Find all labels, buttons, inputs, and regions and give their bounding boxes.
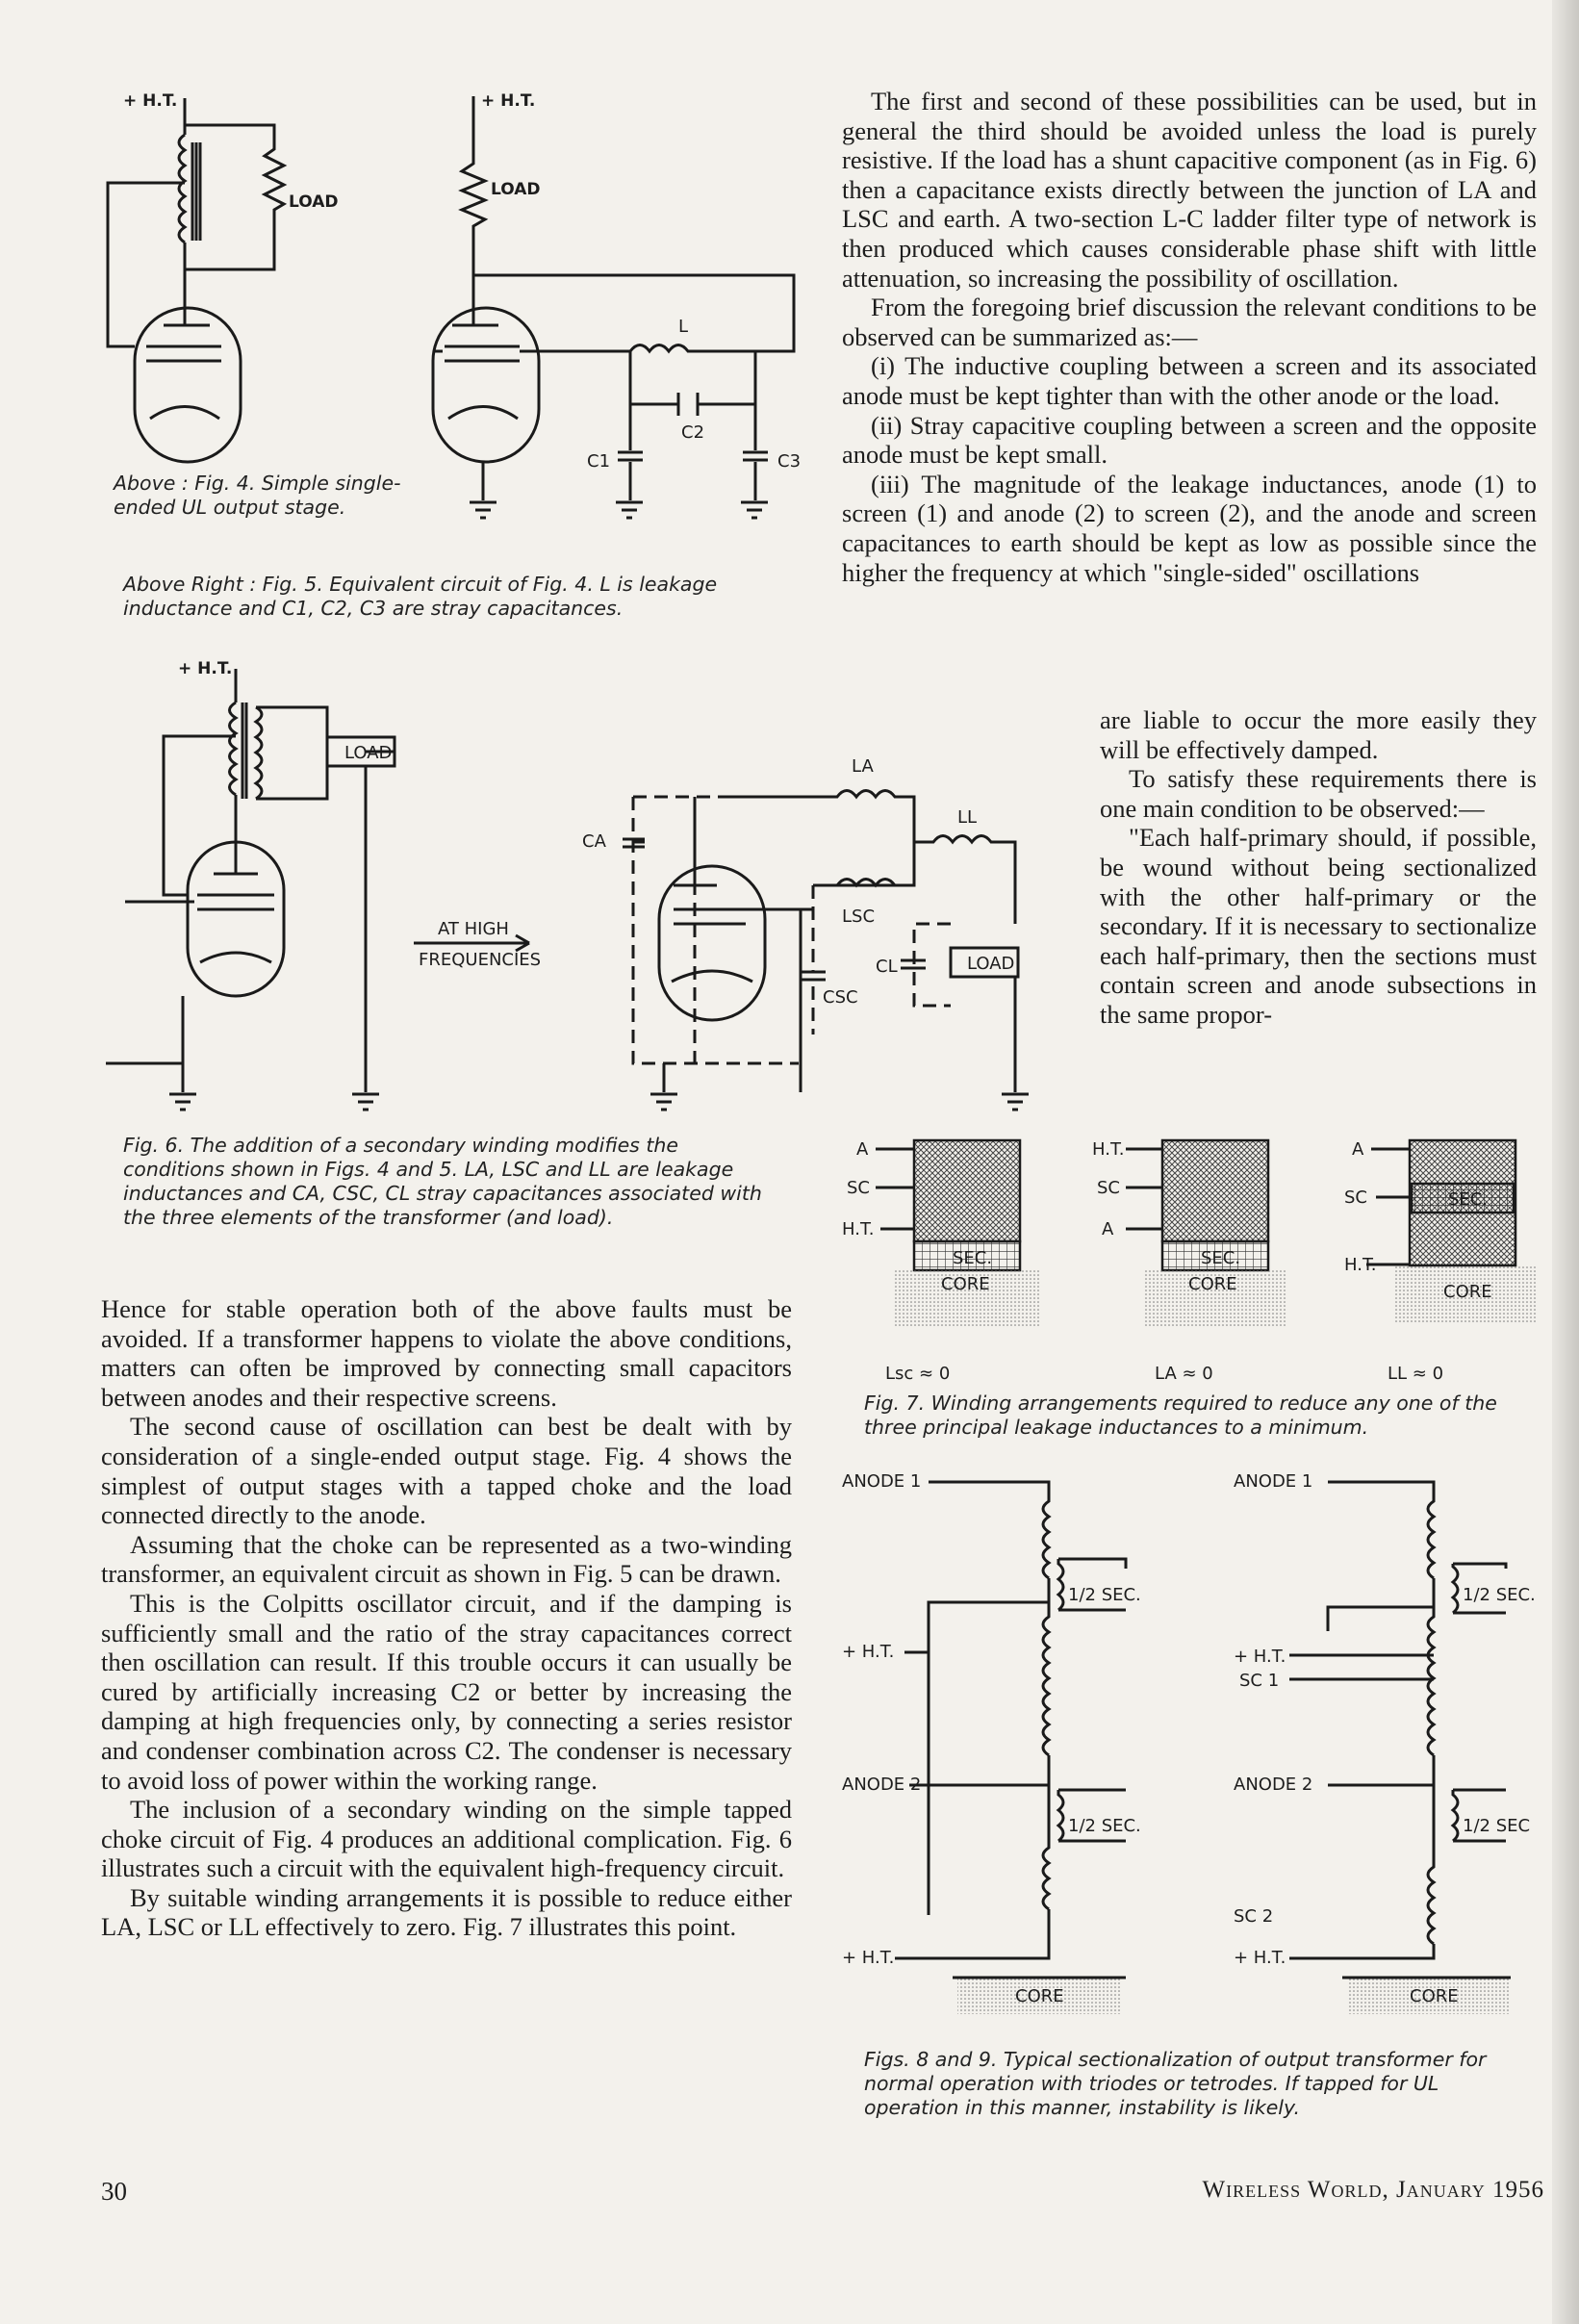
fig7b-core-label: CORE: [1188, 1274, 1237, 1294]
fig8-anode2-label: ANODE 2: [842, 1775, 922, 1795]
fig5-load-label: LOAD: [491, 180, 541, 199]
fig8-9-transformer-diagrams: [837, 1463, 1549, 2030]
fig4-schematic: [96, 87, 339, 462]
fig7c-eq: LL ≈ 0: [1388, 1364, 1444, 1384]
fig7a-eq: Lsc ≈ 0: [885, 1364, 951, 1384]
right-paragraph-3: (i) The inductive coupling between a screen and its associated anode must be kept tighter than with the other anode or the load.: [842, 351, 1537, 410]
fig7b-eq: LA ≈ 0: [1155, 1364, 1213, 1384]
fig8-anode1-label: ANODE 1: [842, 1471, 922, 1492]
fig6-schematic: [106, 654, 1030, 1116]
left-column-text: [101, 1294, 792, 1942]
fig6-ca-label: CA: [582, 831, 606, 852]
fig9-core-label: CORE: [1410, 1986, 1459, 2006]
fig9-anode2-label: ANODE 2: [1234, 1775, 1313, 1795]
fig5-ht-label: + H.T.: [481, 91, 536, 111]
fig9-sc1-label: SC 1: [1239, 1671, 1280, 1691]
left-paragraph-1: Hence for stable operation both of the above faults must be avoided. If a transformer happens to violate the above conditions, matters can often be improved by connecting small capacitors between anodes and their respective screens.: [101, 1294, 792, 1412]
fig9-ht-label-1: + H.T.: [1234, 1647, 1286, 1667]
fig7b-label-ht: H.T.: [1092, 1139, 1125, 1160]
fig6-load-label-2: LOAD: [967, 954, 1015, 974]
fig7b-label-a: A: [1102, 1219, 1114, 1239]
fig4-caption: Above : Fig. 4. Simple single-ended UL output stage.: [114, 472, 401, 519]
fig6-csc-label: CSC: [823, 987, 858, 1008]
fig5-schematic: [423, 87, 828, 549]
fig7b-sec-label: SEC.: [1201, 1248, 1241, 1268]
fig7a-label-a: A: [856, 1139, 869, 1160]
fig6-frequencies-label: FREQUENCIES: [419, 950, 542, 970]
right-narrow-text: [1100, 705, 1537, 1030]
fig7b-label-sc: SC: [1097, 1178, 1120, 1198]
fig6-la-label: LA: [852, 756, 874, 777]
fig6-caption: Fig. 6. The addition of a secondary winding modifies the conditions shown in Figs. 4 and 5. LA, LSC and LL are leakage inductances and CA, CSC, CL stray capacitances associated with the three elements of the transformer (and load).: [123, 1134, 762, 1229]
fig6-ht-label: + H.T.: [178, 659, 233, 678]
journal-footer: Wireless World, January 1956: [1202, 2177, 1544, 2203]
right-paragraph-2: From the foregoing brief discussion the relevant conditions to be observed can be summarized as:—: [842, 293, 1537, 351]
fig6-cl-label: CL: [876, 957, 898, 977]
fig5-caption: Above Right : Fig. 5. Equivalent circuit of Fig. 4. L is leakage inductance and C1, C2, C3 are stray capacitances.: [123, 573, 718, 620]
fig7a-label-sc: SC: [847, 1178, 870, 1198]
fig7c-label-ht: H.T.: [1344, 1255, 1377, 1275]
fig9-sc2-label: SC 2: [1234, 1906, 1274, 1927]
fig5-l-label: L: [678, 317, 689, 337]
fig5-c1-label: C1: [587, 451, 611, 472]
fig9-ht-label-2: + H.T.: [1234, 1948, 1286, 1968]
left-paragraph-4: This is the Colpitts oscillator circuit, and if the damping is sufficiently small and the ratio of the stray capacitances correct then oscillation can result. If this trouble occurs it can usually be cured by artificially increasing C2 or better by increasing the damping at high frequencies only, by connecting a series resistor and condenser combination across C2. The condenser is necessary to avoid loss of power within the working range.: [101, 1588, 792, 1795]
left-paragraph-6: By suitable winding arrangements it is possible to reduce either LA, LSC or LL effectively to zero. Fig. 7 illustrates this point.: [101, 1882, 792, 1942]
fig4-load-label: LOAD: [289, 192, 339, 212]
fig9-anode1-label: ANODE 1: [1234, 1471, 1313, 1492]
fig4-ht-label: + H.T.: [123, 91, 178, 111]
fig8-9-caption: Figs. 8 and 9. Typical sectionalization of output transformer for normal operation with triodes or tetrodes. If tapped for UL operation in this manner, instability is likely.: [864, 2048, 1487, 2119]
right-paragraph-4: (ii) Stray capacitive coupling between a screen and the opposite anode must be kept small.: [842, 410, 1537, 470]
fig7-caption: Fig. 7. Winding arrangements required to reduce any one of the three principal leakage inductances to a minimum.: [864, 1392, 1497, 1439]
fig6-at-high-label: AT HIGH: [438, 919, 509, 939]
fig6-ll-label: LL: [957, 807, 978, 828]
fig7c-label-a: A: [1352, 1139, 1364, 1160]
left-paragraph-3: Assuming that the choke can be represented as a two-winding transformer, an equivalent circuit as shown in Fig. 5 can be drawn.: [101, 1529, 792, 1589]
fig8-half-sec-1: 1/2 SEC.: [1068, 1585, 1141, 1605]
right-paragraph-5: (iii) The magnitude of the leakage inductances, anode (1) to screen (1) and anode (2) to screen (2), and the anode and screen capacitances to earth should be kept as low as possible since the higher the frequency at which "single-sided" oscillations: [842, 469, 1537, 587]
fig8-ht-label-1: + H.T.: [842, 1642, 895, 1662]
fig7c-label-sc: SC: [1344, 1188, 1367, 1208]
fig7a-core-label: CORE: [941, 1274, 990, 1294]
right-paragraph-1: The first and second of these possibilities can be used, but in general the third should be avoided unless the load is purely resistive. If the load has a shunt capacitive component (as in Fig. 6) then a capacitance exists directly between the junction of LA and LSC and earth. A two-section L-C ladder filter type of network is then produced which causes considerable phase shift with little attenuation, so increasing the possibility of oscillation.: [842, 87, 1537, 293]
fig5-c3-label: C3: [777, 451, 802, 472]
fig6-load-label: LOAD: [344, 743, 393, 763]
fig5-c2-label: C2: [681, 422, 705, 443]
right-column-text: [842, 87, 1537, 587]
right-narrow-paragraph-2: To satisfy these requirements there is one main condition to be observed:—: [1100, 764, 1537, 823]
right-narrow-paragraph-1: are liable to occur the more easily they will be effectively damped.: [1100, 705, 1537, 764]
fig9-half-sec-1: 1/2 SEC.: [1463, 1585, 1536, 1605]
fig7a-label-ht: H.T.: [842, 1219, 875, 1239]
left-paragraph-5: The inclusion of a secondary winding on the simple tapped choke circuit of Fig. 4 produces an additional complication. Fig. 6 illustrates such a circuit with the equivalent high-frequency circuit.: [101, 1795, 792, 1883]
fig8-ht-label-2: + H.T.: [842, 1948, 895, 1968]
left-paragraph-2: The second cause of oscillation can best be dealt with by consideration of a single-ended output stage. Fig. 4 shows the simplest of output stages with a tapped choke and the load connected directly to the anode.: [101, 1412, 792, 1530]
fig8-core-label: CORE: [1015, 1986, 1064, 2006]
fig9-half-sec-2: 1/2 SEC: [1463, 1816, 1531, 1836]
fig6-lsc-label: LSC: [842, 907, 876, 927]
fig7c-sec-label: SEC.: [1448, 1189, 1489, 1210]
fig8-half-sec-2: 1/2 SEC.: [1068, 1816, 1141, 1836]
fig7c-core-label: CORE: [1443, 1282, 1492, 1302]
page-edge-shadow: [1552, 0, 1579, 2324]
fig7-winding-diagrams: [837, 1136, 1549, 1395]
fig7a-sec-label: SEC.: [953, 1248, 993, 1268]
page-number: 30: [101, 2177, 127, 2206]
right-narrow-paragraph-3: "Each half-primary should, if possible, be wound without being sectionalized with the other half-primary or the secondary. If it is necessary to sectionalize each half-primary, then the sections must contain screen and anode subsections in the same propor-: [1100, 823, 1537, 1029]
